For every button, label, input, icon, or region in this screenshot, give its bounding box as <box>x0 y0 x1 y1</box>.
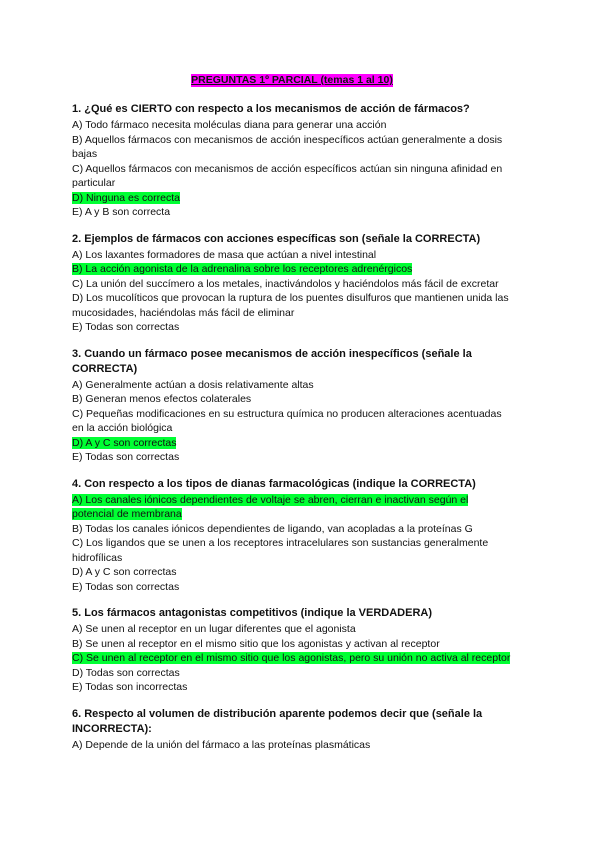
question-2-option-a: A) Los laxantes formadores de masa que actúan a nivel intestinal <box>72 248 377 261</box>
question-1-option-d <box>72 191 512 206</box>
question-2-option-d: D) Los mucolíticos que provocan la ruptura de los puentes disulfuros que mantienen unida las mucosidades, haciéndolas más fácil de eliminar <box>72 292 509 319</box>
question-5-option-d: D) Todas son correctas <box>72 666 180 679</box>
question-1 <box>72 102 512 220</box>
question-1-text: 1. ¿Qué es CIERTO con respecto a los mecanismos de acción de fármacos? <box>72 103 470 115</box>
question-1-option-a: A) Todo fármaco necesita moléculas diana para generar una acción <box>72 119 387 131</box>
question-4 <box>72 477 512 595</box>
question-3-text: 3. Cuando un fármaco posee mecanismos de acción inespecíficos (señale la CORRECTA) <box>72 347 472 375</box>
question-3 <box>72 347 512 465</box>
document-title: PREGUNTAS 1º PARCIAL (temas 1 al 10) <box>191 74 393 86</box>
highlighted-answer: A) Los canales iónicos dependientes de voltaje se abren, cierran e inactivan según el potencial de membrana <box>72 493 469 520</box>
question-6-text: 6. Respecto al volumen de distribución aparente podemos decir que (señale la INCORRECTA): <box>72 707 483 735</box>
question-3-option-c: C) Pequeñas modificaciones en su estructura química no producen alteraciones acentuadas en la acción biológica <box>72 407 502 434</box>
highlighted-answer: B) La acción agonista de la adrenalina sobre los receptores adrenérgicos <box>72 263 413 275</box>
question-4-option-b: B) Todas los canales iónicos dependientes de ligando, van acopladas a la proteínas G <box>72 522 473 535</box>
question-6-option-a: A) Depende de la unión del fármaco a las proteínas plasmáticas <box>72 738 371 751</box>
highlighted-answer: C) Se unen al receptor en el mismo sitio que los agonistas, pero su unión no activa al receptor <box>72 652 511 664</box>
question-1-option-c: C) Aquellos fármacos con mecanismos de acción específicos actúan sin ninguna afinidad en particular <box>72 162 503 189</box>
question-4-option-c: C) Los ligandos que se unen a los receptores intracelulares son sustancias generalmente hidrofílicas <box>72 537 489 564</box>
question-4-option-e: E) Todas son correctas <box>72 580 180 593</box>
question-2-option-e: E) Todas son correctas <box>72 321 180 333</box>
question-1-option-e: E) A y B son correcta <box>72 206 171 218</box>
title-block <box>72 70 512 88</box>
question-3-option-d <box>72 436 512 451</box>
question-4-option-d: D) A y C son correctas <box>72 566 177 578</box>
question-5 <box>72 606 512 695</box>
question-5-option-c <box>72 651 512 666</box>
question-1-option-b: B) Aquellos fármacos con mecanismos de acción inespecíficos actúan generalmente a dosis bajas <box>72 133 503 160</box>
question-2 <box>72 232 512 335</box>
question-3-option-b: B) Generan menos efectos colaterales <box>72 393 252 405</box>
question-3-option-e: E) Todas son correctas <box>72 451 180 463</box>
question-2-option-b <box>72 262 512 277</box>
question-6 <box>72 707 512 753</box>
question-2-option-c: C) La unión del succímero a los metales, inactivándolos y haciéndolos más fácil de excretar <box>72 277 499 290</box>
question-5-option-b: B) Se unen al receptor en el mismo sitio que los agonistas y activan al receptor <box>72 637 440 650</box>
question-4-text: 4. Con respecto a los tipos de dianas farmacológicas (indique la CORRECTA) <box>72 477 476 490</box>
question-2-text: 2. Ejemplos de fármacos con acciones específicas son (señale la CORRECTA) <box>72 232 481 245</box>
question-5-option-a: A) Se unen al receptor en un lugar diferentes que el agonista <box>72 623 356 635</box>
highlighted-answer: D) Ninguna es correcta <box>72 191 180 204</box>
highlighted-answer: D) A y C son correctas <box>72 436 177 449</box>
question-5-text: 5. Los fármacos antagonistas competitivos (indique la VERDADERA) <box>72 607 433 619</box>
document-page <box>72 70 512 764</box>
question-3-option-a: A) Generalmente actúan a dosis relativamente altas <box>72 378 314 391</box>
question-4-option-a <box>72 493 512 522</box>
question-5-option-e: E) Todas son incorrectas <box>72 681 188 693</box>
